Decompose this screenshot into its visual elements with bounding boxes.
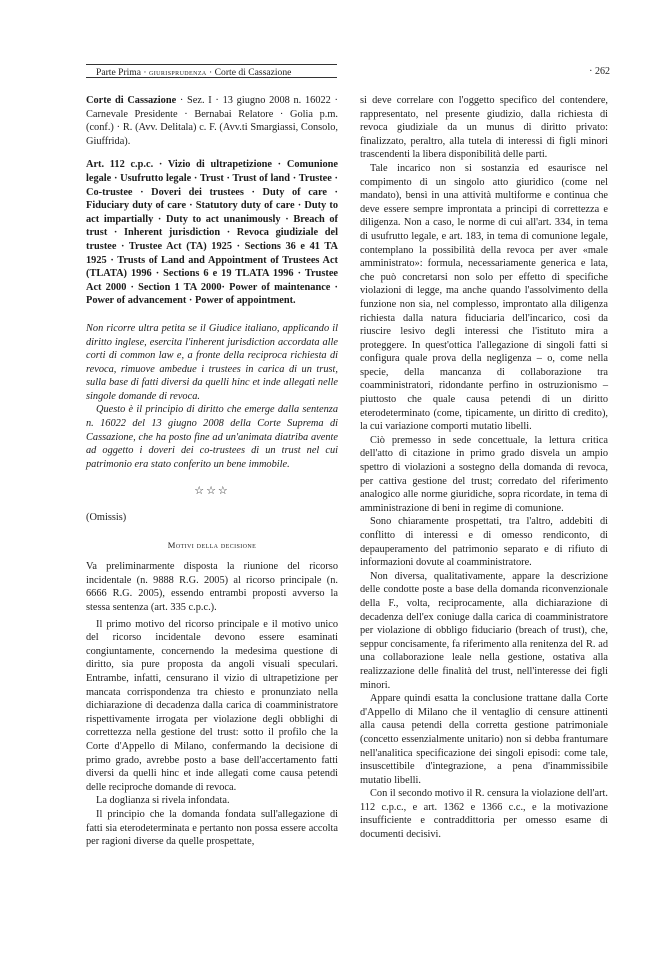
body-paragraph: Il principio che la domanda fondata sull'allegazione di fatti sia eterodeterminata e pertanto non possa essere accolta per ragioni diverse da quelle prospettate, xyxy=(86,808,338,848)
body-paragraph: si deve correlare con l'oggetto specifico del contendere, rappresentato, nel presente giudizio, dalla richiesta di revoca giudiziale da un munus di diritto privato: finalizzato, peraltro, alla tutela di interessi di figli minori trascendenti la libera disponibilità delle parti. xyxy=(360,95,608,161)
header-subsection: giurisprudenza xyxy=(149,67,207,77)
left-column xyxy=(86,94,338,849)
body-paragraph: Non diversa, qualitativamente, appare la descrizione delle condotte poste a base della domanda riconvenzionale della F., volta, reciprocamente, alla dichiarazione di decadenza dell'ex coniuge dalla carica di coamministratore per violazione di obbligo fiduciario (breach of trust), che, seppur concisamente, fa riferimento alla renitenza del R. ad una collaborazione leale nella gestione, ostativa alla realizzazione delle finalità del trust, nell'interesse dei figli minori. xyxy=(360,570,608,691)
running-header: Parte Prima · giurisprudenza · Corte di Cassazione xyxy=(86,64,337,78)
omissis: (Omissis) xyxy=(86,512,127,524)
right-column xyxy=(360,94,608,842)
massima-keywords: Art. 112 c.p.c. · Vizio di ultrapetizione · Comunione legale · Usufrutto legale · Trust · Trust of land · Trustee · Co-trustee · Doveri dei trustees · Duty of care · Fiduciary duty of care · Statutory duty of care · Duty to act impartially · Duty to act unanimously · Breach of trust · Inherent jurisdiction · Revoca giudiziale del trustee · Trustee Act (TA) 1925 · Sections 36 e 41 TA 1925 · Trusts of Land and Appointment of Trustees Act (TLATA) 1996 · Sections 6 e 19 TLATA 1996 · Trustee Act 2000 · Section 1 TA 2000· Power of maintenance · Power of advancement · Power of appointment. xyxy=(86,159,338,307)
body-paragraph: Ciò premesso in sede concettuale, la lettura critica dell'atto di citazione in primo grado disvela un ampio spettro di violazioni a sostegno della domanda di revoca, per cattiva gestione del trust; corredato del riferimento analogico alle norme giuridiche, sopra ricordate, in tema di amministrazione di beni in regime di comunione. xyxy=(360,434,608,514)
body-paragraph: Sono chiaramente prospettati, tra l'altro, addebiti di conflitto di interessi e di omesso rendiconto, di depauperamento del patrimonio separato e di rifiuto di informazioni dovute al coamministratore. xyxy=(360,516,608,569)
header-court: Corte di Cassazione xyxy=(214,67,292,78)
body-paragraph: Appare quindi esatta la conclusione trattane dalla Corte d'Appello di Milano che il ventaglio di censure attinenti alla causa petendi della corretta gestione patrimoniale (concetto essenzialmente unitario) non si debba frantumare nell'analitica specificazione dei singoli episodi: come tale, insuscettibile d'integrazione, a pena d'inammissibile mutatio libelli. xyxy=(360,693,608,786)
body-paragraph: Con il secondo motivo il R. censura la violazione dell'art. 112 c.p.c., e art. 1362 e 1366 c.c., e la motivazione insufficiente e contraddittoria per omesso esame di documenti decisivi. xyxy=(360,788,608,841)
page-number: · 262 xyxy=(589,66,610,77)
section-heading: Motivi della decisione xyxy=(167,539,257,550)
summary xyxy=(86,322,338,472)
header-section: Parte Prima xyxy=(96,67,142,78)
summary-paragraph: Non ricorre ultra petita se il Giudice italiano, applicando il diritto inglese, esercita l'inherent jurisdiction accordata alle corti di common law e, a fronte della reciproca richiesta di revoca, rimuove ambedue i trustees in carica di un trust, sulla base di fatti diversi da quelli hinc et inde allegati nelle singole domande di revoca. xyxy=(86,322,338,402)
court-citation: Corte di Cassazione · Sez. I · 13 giugno 2008 n. 16022 · Carnevale Presidente · Bernabai Relatore · Golia p.m. (conf.) · R. (Avv. Delitala) c. F. (Avv.ti Smargiassi, Consolo, Giuffrida). xyxy=(86,95,338,147)
body-paragraph: Va preliminarmente disposta la riunione del ricorso incidentale (n. 9888 R.G. 2005) al ricorso principale (n. 6666 R.G. 2005), essendo entrambi proposti avverso la stessa sentenza (art. 335 c.p.c.). xyxy=(86,561,338,613)
body-paragraph: Tale incarico non si sostanzia ed esaurisce nel compimento di un singolo atto giuridico (come nel mandato), bensì in una attività multiforme e continua che deve essere sempre improntata a principi di correttezza e diligenza. Non a caso, le norme di cui all'art. 334, in tema di usufrutto legale, e art. 183, in tema di comunione legale, contemplano la possibilità della revoca per aver «male amministrato»: formula, necessariamente generica e lata, che può concretarsi non solo per effetto di specifiche violazioni di legge, ma anche quando l'assolvimento della funzione non sia, nel complesso, improntato alla diligenza richiesta dalla natura fiduciaria dell'incarico, così da riuscire lesivo degli interessi che l'istituto mira a proteggere. In quest'ottica l'allegazione di singoli fatti si configura quale prova della negligenza – o, come nella specie, della mancanza di collaborazione tra coamministratori, ridondante perfino in ostruzionismo – piuttosto che quale causa petendi di un diritto eterodeterminato (come, tipicamente, un diritto di credito), la cui variazione comporti mutatio libelli. xyxy=(360,162,608,433)
body-paragraph: La doglianza si rivela infondata. xyxy=(96,795,230,807)
summary-paragraph: Questo è il principio di diritto che emerge dalla sentenza n. 16022 del 13 giugno 2008 della Corte Suprema di Cassazione, che ha posto fine ad un'animata diatriba avente ad oggetto i doveri dei co-trustees di un trust nel cui patrimonio era stato conferito un bene immobile. xyxy=(86,404,338,470)
body-paragraph: Il primo motivo del ricorso principale e il motivo unico del ricorso incidentale devono essere esaminati congiuntamente, concernendo la medesima questione di diritto, sia pure proposta da angoli visuali speculari. Entrambe, infatti, censurano il vizio di ultrapetizione per mancata corrispondenza tra chiesto e pronunziato nella dichiarazione di decadenza dalla carica di coamministratore rispettivamente irrogata per violazione degli obblighi di correttezza nella gestione del trust: sotto il profilo che la Corte d'Appello di Milano, confermando la decisione di primo grado, avrebbe posto a base dell'accertamento fatti diversi da quelli hinc et inde allegati come causa petendi delle reciproche domande di revoca. xyxy=(86,618,338,793)
section-stars: ☆☆☆ xyxy=(194,485,230,498)
